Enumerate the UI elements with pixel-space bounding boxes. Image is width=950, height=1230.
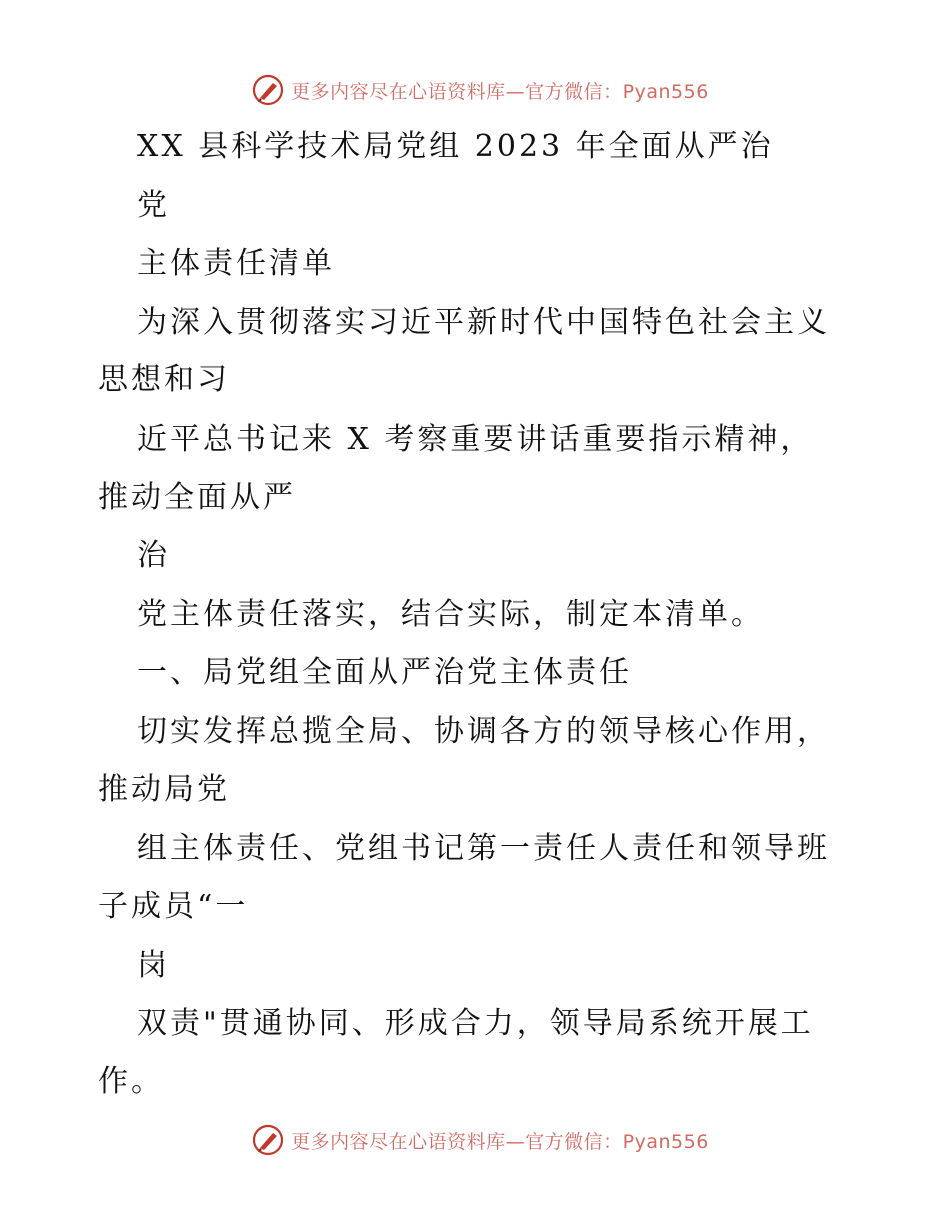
doc-title-line-1: XX 县科学技术局党组 2023 年全面从严治 — [137, 129, 774, 164]
doc-paragraph-line: 近平总书记来 X 考察重要讲话重要指示精神， — [137, 422, 814, 457]
doc-paragraph-line: 双责"贯通协同、形成合力，领导局系统开展工 — [137, 1006, 814, 1041]
doc-paragraph-line: 治 — [137, 538, 170, 573]
footer-banner — [0, 1118, 950, 1162]
pen-logo-icon — [251, 1123, 285, 1157]
doc-title-line-2: 党 — [137, 188, 170, 223]
doc-paragraph-line: 推动全面从严 — [98, 480, 296, 515]
doc-paragraph-line: 子成员“一 — [98, 889, 249, 924]
doc-paragraph-line: 组主体责任、党组书记第一责任人责任和领导班 — [137, 831, 830, 866]
doc-paragraph-line: 切实发挥总揽全局、协调各方的领导核心作用， — [137, 714, 830, 749]
pen-logo-icon — [251, 73, 285, 107]
header-banner-text: 更多内容尽在心语资料库—官方微信：Pyan556 — [291, 80, 709, 103]
doc-paragraph-line: 岗 — [137, 948, 170, 983]
doc-title-line-3: 主体责任清单 — [137, 246, 335, 281]
doc-paragraph-line: 为深入贯彻落实习近平新时代中国特色社会主义 — [137, 305, 830, 340]
header-banner — [0, 68, 950, 112]
doc-paragraph-line: 推动局党 — [98, 772, 230, 807]
doc-section-heading: 一、局党组全面从严治党主体责任 — [137, 655, 632, 690]
doc-paragraph-line: 思想和习 — [98, 362, 230, 397]
doc-paragraph-line: 党主体责任落实，结合实际，制定本清单。 — [137, 597, 764, 632]
doc-paragraph-line: 作。 — [98, 1064, 164, 1099]
footer-banner-text: 更多内容尽在心语资料库—官方微信：Pyan556 — [291, 1130, 709, 1153]
